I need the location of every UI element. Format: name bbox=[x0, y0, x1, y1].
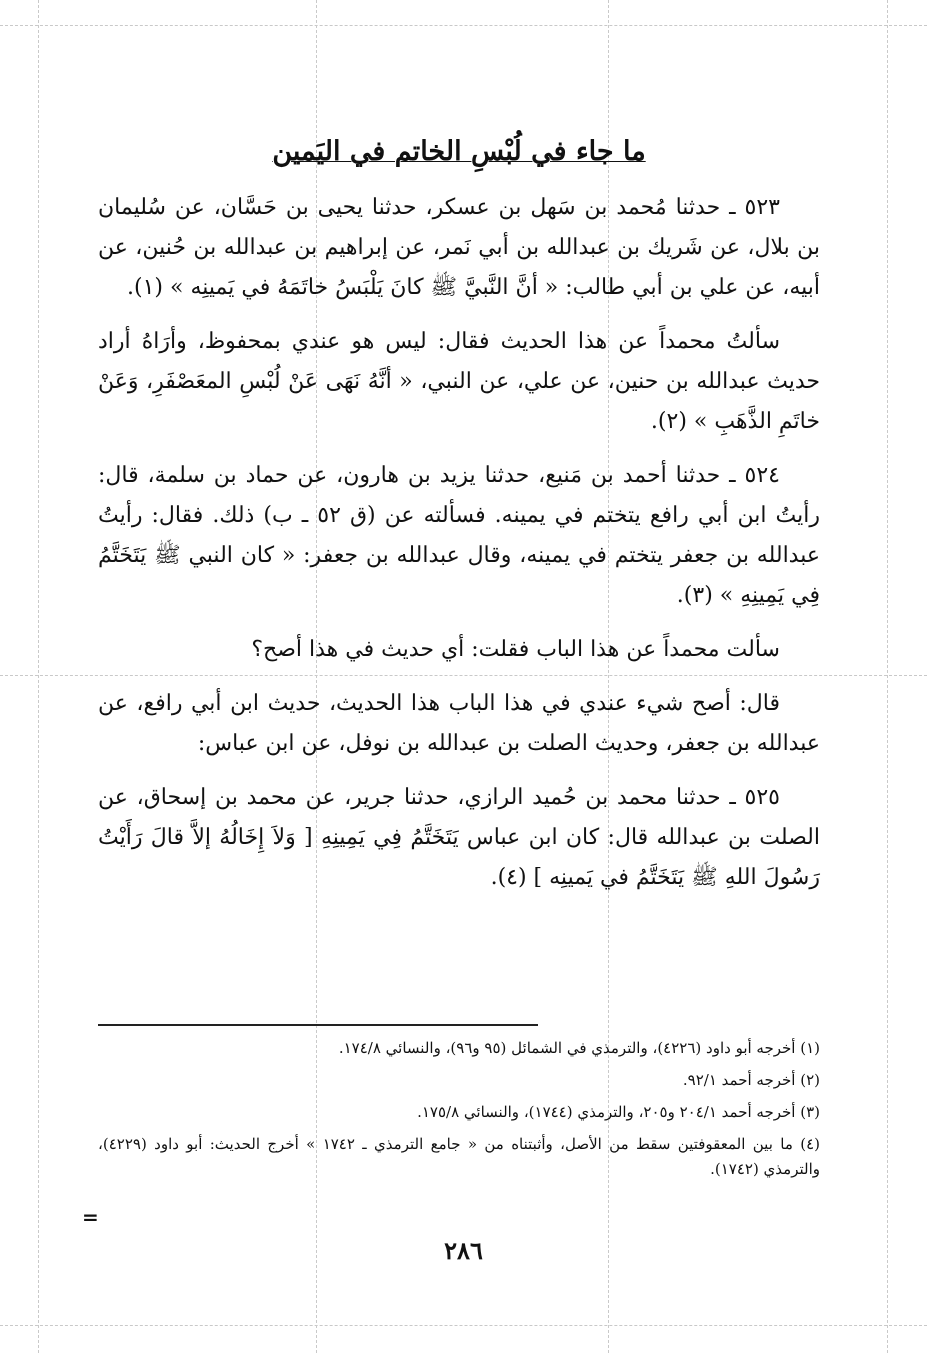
commentary-523: سألتُ محمداً عن هذا الحديث فقال: ليس هو عندي بمحفوظ، وأرَاهُ أراد حديث عبدالله بن حنين، عن علي، عن النبي، « أنَّهُ نَهَى عَنْ لُبْسِ المعَصْفَرِ، وَعَنْ خاتَمِ الذَّهَبِ » (٢). bbox=[98, 329, 820, 434]
scan-guide-right bbox=[887, 0, 888, 1353]
question-about-chapter: سألت محمداً عن هذا الباب فقلت: أي حديث في هذا أصح؟ bbox=[251, 637, 780, 662]
hadith-524: ٥٢٤ ـ حدثنا أحمد بن مَنيع، حدثنا يزيد بن هارون، عن حماد بن سلمة، قال: رأيتُ ابن أبي رافع يتختم في يمينه. فسألته عن (ق ٥٢ ـ ب) ذلك. فقال: رأيتُ عبدالله بن جعفر يتختم في يمينه، وقال عبدالله بن جعفر: « كان النبي ﷺ يَتَخَتَّمُ فِي يَمِينِهِ » (٣). bbox=[98, 463, 820, 608]
footnotes bbox=[98, 1036, 820, 1189]
scan-guide-top bbox=[0, 25, 927, 26]
margin-mark: = bbox=[82, 1205, 99, 1229]
footnote-1: (١) أخرجه أبو داود (٤٢٢٦)، والترمذي في الشمائل (٩٥ و٩٦)، والنسائي ١٧٤/٨. bbox=[338, 1039, 820, 1057]
scan-guide-bottom bbox=[0, 1325, 927, 1326]
footnote-4: (٤) ما بين المعقوفتين سقط من الأصل، وأثبتناه من « جامع الترمذي ـ ١٧٤٢ » أخرج الحديث: أبو داود (٤٢٢٩)، والترمذي (١٧٤٢). bbox=[98, 1135, 820, 1178]
hadith-525: ٥٢٥ ـ حدثنا محمد بن حُميد الرازي، حدثنا جرير، عن محمد بن إسحاق، عن الصلت بن عبدالله قال: كان ابن عباس يَتَخَتَّمُ فِي يَمِينِهِ [ وَلاَ إِخَالُهُ إلاَّ قالَ رَأَيْتُ رَسُولَ اللهِ ﷺ يَتَخَتَّمُ في يَمينِه ] (٤). bbox=[98, 785, 820, 890]
scan-guide-left bbox=[38, 0, 39, 1353]
footnote-3: (٣) أخرجه أحمد ٢٠٤/١ و٢٠٥، والترمذي (١٧٤٤)، والنسائي ١٧٥/٨. bbox=[417, 1103, 820, 1121]
answer-about-chapter: قال: أصح شيء عندي في هذا الباب هذا الحديث، حديث ابن أبي رافع، عن عبدالله بن جعفر، وحديث الصلت بن عبدالله بن نوفل، عن ابن عباس: bbox=[98, 691, 820, 756]
page-number: ٢٨٦ bbox=[444, 1236, 483, 1265]
hadith-523: ٥٢٣ ـ حدثنا مُحمد بن سَهل بن عسكر، حدثنا يحيى بن حَسَّان، عن سُليمان بن بلال، عن شَريك بن عبدالله بن أبي نَمر، عن إبراهيم بن عبدالله بن حُنين، عن أبيه، عن علي بن أبي طالب: « أنَّ النَّبيَّ ﷺ كانَ يَلْبَسُ خاتَمَهُ في يَمينِه » (١). bbox=[98, 195, 820, 300]
footnote-2: (٢) أخرجه أحمد ٩٢/١. bbox=[682, 1071, 820, 1089]
chapter-title: ما جاء في لُبْسِ الخاتم في اليَمين bbox=[272, 136, 646, 167]
footnote-separator bbox=[98, 1024, 538, 1026]
